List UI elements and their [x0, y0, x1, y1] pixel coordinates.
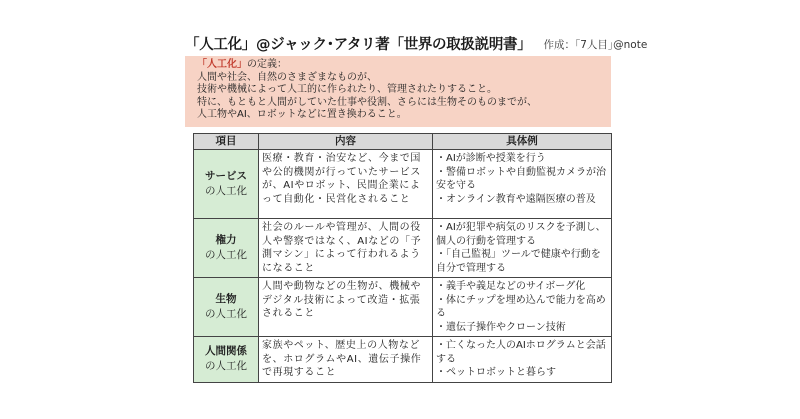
example-item: ・義手や義足などのサイボーグ化: [436, 281, 586, 292]
row-item-cell: [194, 150, 259, 219]
row-item-suffix: の人工化: [205, 249, 247, 261]
row-item-suffix: の人工化: [205, 360, 247, 373]
row-examples-cell: [433, 150, 612, 219]
column-header-examples: 具体例: [433, 134, 612, 150]
example-item: ・ペットロボットと暮らす: [436, 367, 556, 378]
row-item-name: 人間関係: [205, 345, 247, 358]
row-item-cell: [194, 219, 259, 278]
example-item: ・遺伝子操作やクローン技術: [436, 321, 566, 333]
author-credit: 作成：｢7人目｣@note: [543, 39, 648, 51]
row-item-suffix: の人工化: [205, 185, 247, 197]
row-content-cell: 医療・教育・治安など、今まで国や公的機関が行っていたサービスが、AIやロボット、民間企業によって自動化・民営化されること: [259, 150, 433, 219]
column-header-content: 内容: [259, 134, 433, 150]
definition-line: 人工物やAI、ロボットなどに置き換わること。: [197, 109, 407, 121]
table-header-row: [194, 134, 612, 150]
row-content-cell: 社会のルールや管理が、人間の役人や警察ではなく、AIなどの「予測マシン」によって行われるようになること: [259, 219, 433, 278]
example-item: ・亡くなった人のAIホログラムと会話する: [436, 340, 606, 365]
example-item: ・AIが犯罪や病気のリスクを予測し、個人の行動を管理する: [436, 222, 606, 247]
example-item: ・警備ロボットや自動監視カメラが治安を守る: [436, 166, 606, 191]
definition-line: 技術や機械によって人工的に作られたり、管理されたりすること。: [197, 84, 497, 96]
definition-heading: [197, 59, 599, 72]
definition-keyword: 「人工化」: [197, 59, 247, 70]
table-row: [194, 337, 612, 383]
row-examples-cell: [433, 337, 612, 383]
row-item-name: 権力: [215, 234, 237, 246]
column-header-item: 項目: [194, 134, 259, 150]
row-item-name: 生物: [215, 293, 237, 305]
document-title: 「人工化」@ジャック･アタリ著「世界の取扱説明書」: [185, 37, 532, 53]
row-item-suffix: の人工化: [205, 308, 247, 320]
example-item: ・オンライン教育や遠隔医療の普及: [436, 193, 596, 205]
definition-line: 特に、もともと人間がしていた仕事や役割、さらには生物そのものまでが、: [197, 96, 537, 108]
row-content-cell: 人間や動物などの生物が、機械やデジタル技術によって改造・拡張されること: [259, 278, 433, 337]
example-item: ・AIが診断や授業を行う: [436, 153, 546, 164]
definition-box: [185, 56, 611, 127]
row-examples-cell: [433, 219, 612, 278]
row-item-name: サービス: [205, 170, 247, 182]
artificialization-table: [193, 133, 612, 383]
row-item-cell: [194, 337, 259, 383]
example-item: ・「自己監視」ツールで健康や行動を自分で管理する: [436, 249, 601, 274]
row-examples-cell: [433, 278, 612, 337]
example-item: ・体にチップを埋め込んで能力を高める: [436, 294, 606, 319]
definition-heading-suffix: の定義：: [247, 59, 287, 70]
row-item-cell: [194, 278, 259, 337]
definition-line: 人間や社会、自然のさまざまなものが、: [197, 71, 377, 83]
table-row: [194, 150, 612, 219]
document-title-bar: [185, 32, 648, 54]
table-row: [194, 219, 612, 278]
table-row: [194, 278, 612, 337]
row-content-cell: 家族やペット、歴史上の人物などを、ホログラムやAI、遺伝子操作で再現すること: [259, 337, 433, 383]
